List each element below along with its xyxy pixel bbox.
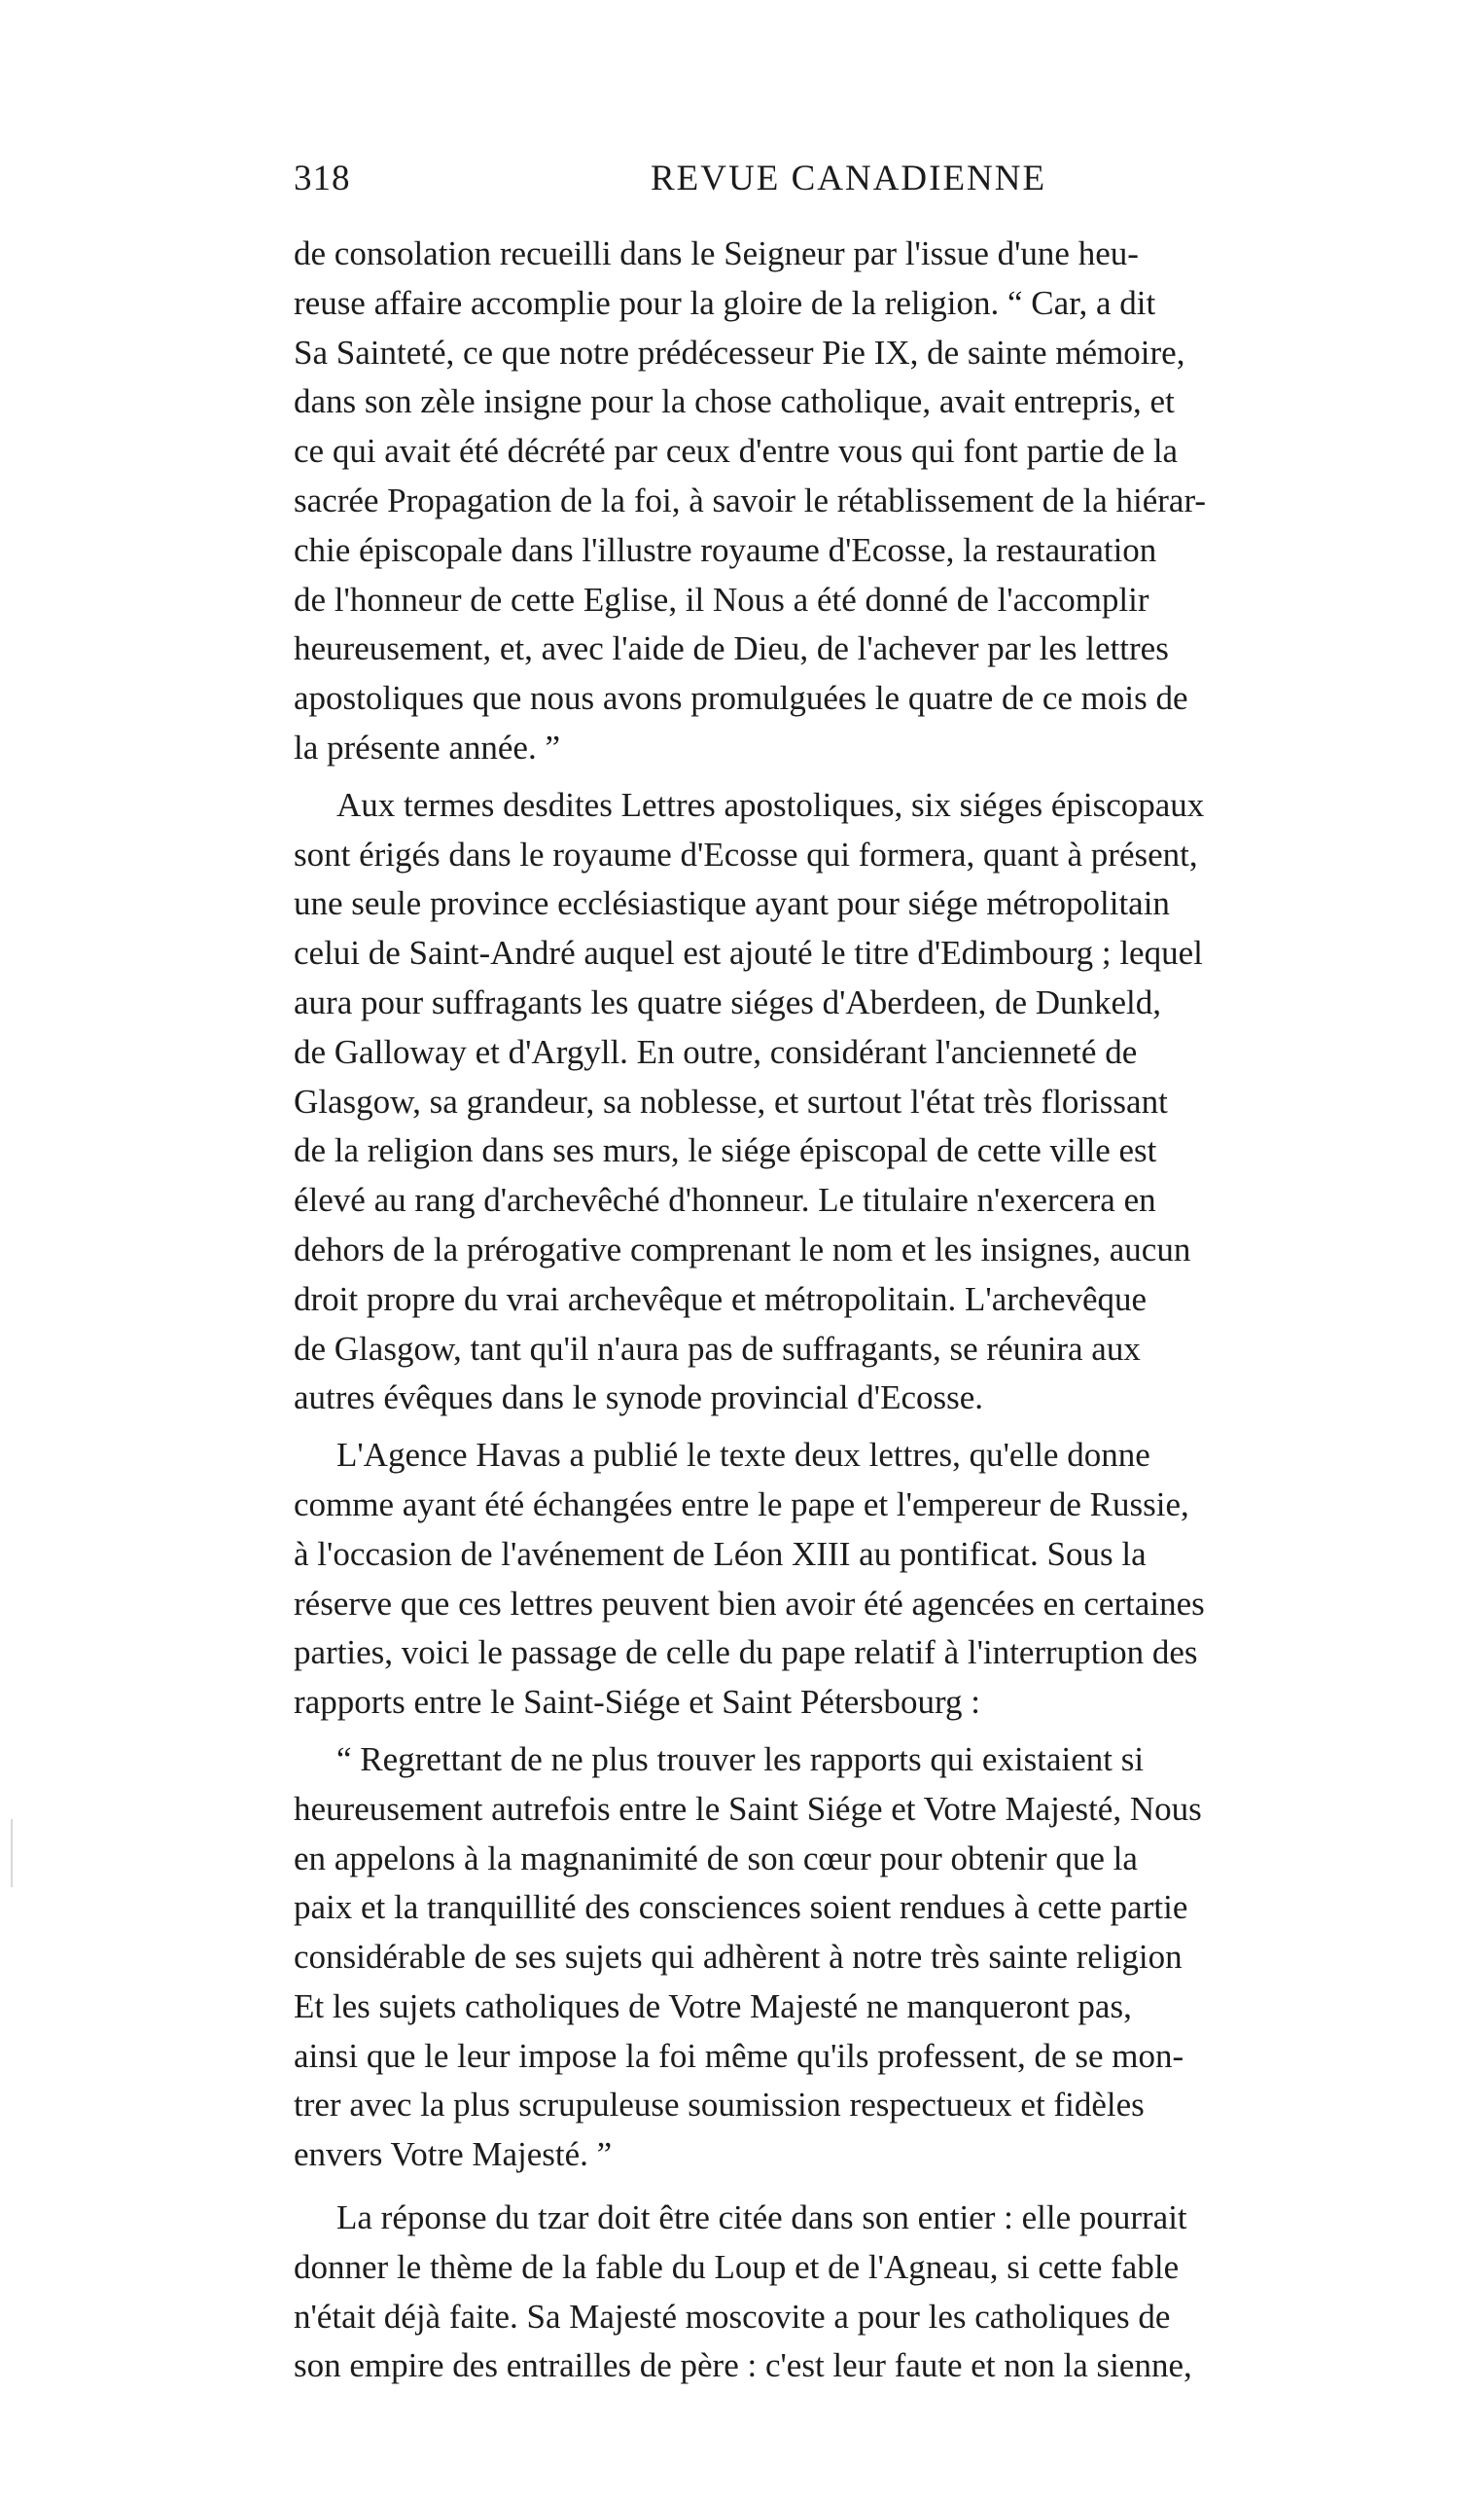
text-line: son empire des entrailles de père : c'est leur faute et non la sienne, — [294, 2346, 1192, 2385]
text-line: en appelons à la magnanimité de son cœur pour obtenir que la — [294, 1839, 1138, 1877]
text-line: sont érigés dans le royaume d'Ecosse qui formera, quant à présent, — [294, 835, 1198, 874]
text-line: autres évêques dans le synode provincial d'Ecosse. — [294, 1378, 984, 1417]
running-head — [294, 158, 1091, 206]
text-line: ainsi que le leur impose la foi même qu'ils professent, de se mon- — [294, 2036, 1184, 2075]
text-line: dehors de la prérogative comprenant le nom et les insignes, aucun — [294, 1230, 1191, 1268]
text-line: heureusement autrefois entre le Saint Siége et Votre Majesté, Nous — [294, 1789, 1202, 1828]
text-line: élevé au rang d'archevêché d'honneur. Le titulaire n'exercera en — [294, 1181, 1156, 1220]
page-number: 318 — [294, 159, 351, 198]
paragraph-first-line: Aux termes desdites Lettres apostoliques, six siéges épiscopaux — [336, 785, 1205, 824]
paragraph-first-line: La réponse du tzar doit être citée dans son entier : elle pourrait — [336, 2198, 1187, 2237]
text-line: droit propre du vrai archevêque et métropolitain. L'archevêque — [294, 1279, 1148, 1318]
text-line: sacrée Propagation de la foi, à savoir le rétablissement de la hiérar- — [294, 481, 1207, 519]
journal-title: REVUE CANADIENNE — [651, 159, 1047, 198]
text-line: une seule province ecclésiastique ayant pour siége métropolitain — [294, 884, 1170, 923]
text-line: reuse affaire accomplie pour la gloire de la religion. “ Car, a dit — [294, 283, 1156, 322]
text-line: chie épiscopale dans l'illustre royaume d'Ecosse, la restauration — [294, 530, 1157, 569]
text-line: réserve que ces lettres peuvent bien avoir été agencées en certaines — [294, 1584, 1205, 1623]
text-line: heureusement, et, avec l'aide de Dieu, de l'achever par les lettres — [294, 629, 1169, 668]
text-line: de Galloway et d'Argyll. En outre, considérant l'ancienneté de — [294, 1032, 1138, 1071]
text-line: la présente année. ” — [294, 728, 561, 767]
text-line: de consolation recueilli dans le Seigneur par l'issue d'une heu- — [294, 234, 1139, 272]
text-line: à l'occasion de l'avénement de Léon XIII au pontificat. Sous la — [294, 1534, 1147, 1573]
text-line: comme ayant été échangées entre le pape et l'empereur de Russie, — [294, 1484, 1189, 1523]
text-line: Sa Sainteté, ce que notre prédécesseur Pie IX, de sainte mémoire, — [294, 333, 1185, 372]
text-line: donner le thème de la fable du Loup et de l'Agneau, si cette fable — [294, 2247, 1180, 2286]
text-line: Glasgow, sa grandeur, sa noblesse, et surtout l'état très florissant — [294, 1082, 1168, 1121]
paragraph-first-line: L'Agence Havas a publié le texte deux lettres, qu'elle donne — [336, 1436, 1150, 1475]
text-line: rapports entre le Saint-Siége et Saint Pétersbourg : — [294, 1683, 980, 1722]
text-line: paix et la tranquillité des consciences soient rendues à cette partie — [294, 1888, 1188, 1927]
text-line: ce qui avait été décrété par ceux d'entre vous qui font partie de la — [294, 432, 1179, 471]
paragraph-first-line: “ Regrettant de ne plus trouver les rapports qui existaient si — [336, 1739, 1145, 1778]
text-line: de l'honneur de cette Eglise, il Nous a été donné de l'accomplir — [294, 580, 1149, 619]
text-line: Et les sujets catholiques de Votre Majesté ne manqueront pas, — [294, 1986, 1132, 2025]
text-line: de Glasgow, tant qu'il n'aura pas de suffragants, se réunira aux — [294, 1329, 1141, 1368]
text-line: dans son zèle insigne pour la chose catholique, avait entrepris, et — [294, 382, 1175, 421]
text-line: aura pour suffragants les quatre siéges d'Aberdeen, de Dunkeld, — [294, 982, 1162, 1021]
text-line: trer avec la plus scrupuleuse soumission respectueux et fidèles — [294, 2086, 1145, 2125]
text-line: apostoliques que nous avons promulguées le quatre de ce mois de — [294, 679, 1188, 718]
text-line: envers Votre Majesté. ” — [294, 2135, 613, 2174]
text-line: n'était déjà faite. Sa Majesté moscovite a pour les catholiques de — [294, 2297, 1171, 2336]
scan-margin-mark — [11, 1819, 13, 1887]
text-line: considérable de ses sujets qui adhèrent à notre très sainte religion — [294, 1938, 1183, 1977]
text-line: celui de Saint-André auquel est ajouté le titre d'Edimbourg ; lequel — [294, 934, 1203, 973]
text-line: parties, voici le passage de celle du pape relatif à l'interruption des — [294, 1633, 1198, 1672]
body-text — [294, 230, 1412, 2391]
text-line: de la religion dans ses murs, le siége épiscopal de cette ville est — [294, 1131, 1157, 1170]
